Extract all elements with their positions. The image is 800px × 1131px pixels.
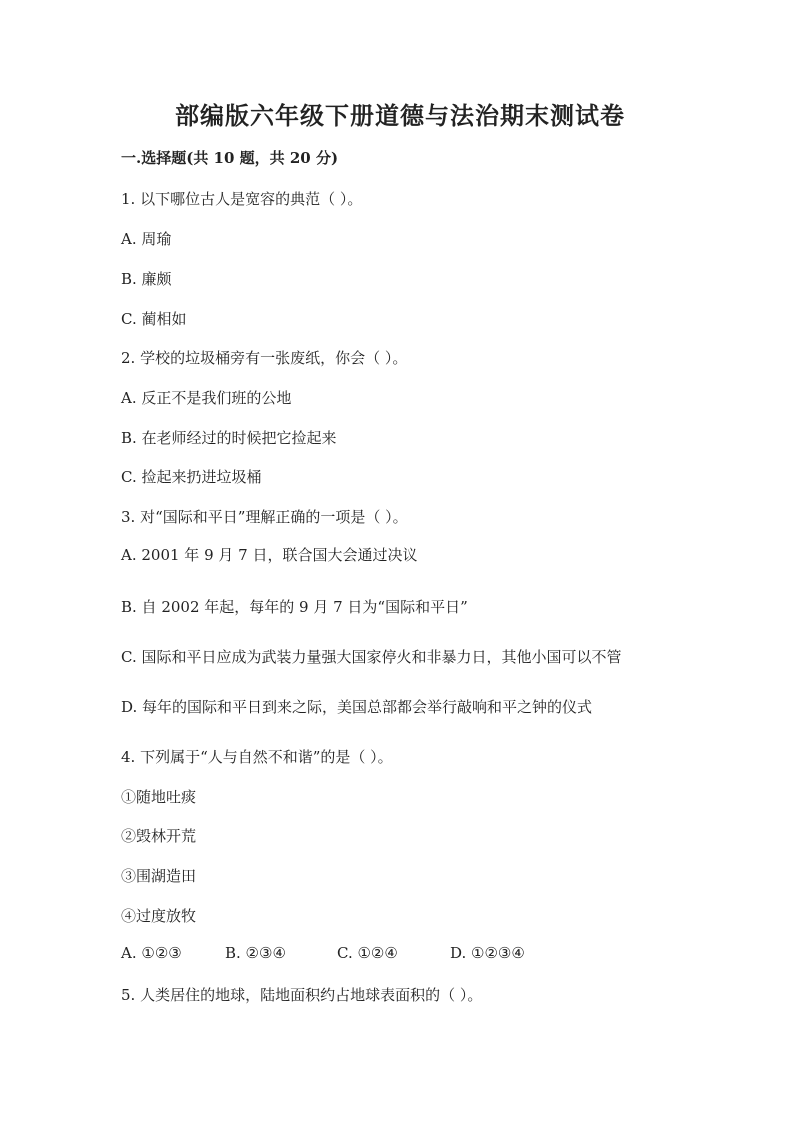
section-heading: 一.选择题(共 10 题，共 20 分): [121, 149, 339, 167]
option-c: C. 蔺相如: [121, 310, 187, 328]
option-c: C. 捡起来扔进垃圾桶: [121, 468, 262, 486]
statement-item: ②毁林开荒: [121, 827, 197, 845]
option-c: C. ①②④: [337, 944, 398, 962]
option-a: A. ①②③: [121, 944, 182, 962]
option-a: A. 周瑜: [121, 230, 172, 248]
statement-item: ③围湖造田: [121, 867, 197, 885]
option-b: B. 自 2002 年起，每年的 9 月 7 日为“国际和平日”: [121, 598, 468, 616]
question-stem: 3. 对“国际和平日”理解正确的一项是（ ）。: [121, 508, 408, 526]
option-b: B. 廉颇: [121, 270, 172, 288]
option-d: D. 每年的国际和平日到来之际，美国总部都会举行敲响和平之钟的仪式: [121, 698, 593, 716]
question-stem: 4. 下列属于“人与自然不和谐”的是（ ）。: [121, 748, 393, 766]
question-stem: 1. 以下哪位古人是宽容的典范（ ）。: [121, 190, 363, 208]
option-b: B. 在老师经过的时候把它捡起来: [121, 429, 337, 447]
question-stem: 5. 人类居住的地球，陆地面积约占地球表面积的（ ）。: [121, 986, 483, 1004]
option-d: D. ①②③④: [450, 944, 525, 962]
option-row: [121, 944, 525, 962]
option-b: B. ②③④: [225, 944, 286, 962]
option-a: A. 反正不是我们班的公地: [121, 389, 292, 407]
page-title: 部编版六年级下册道德与法治期末测试卷: [175, 101, 625, 130]
option-a: A. 2001 年 9 月 7 日，联合国大会通过决议: [121, 546, 418, 564]
statement-item: ①随地吐痰: [121, 788, 197, 806]
statement-item: ④过度放牧: [121, 907, 197, 925]
question-stem: 2. 学校的垃圾桶旁有一张废纸，你会（ ）。: [121, 349, 408, 367]
option-c: C. 国际和平日应成为武装力量强大国家停火和非暴力日，其他小国可以不管: [121, 648, 622, 666]
